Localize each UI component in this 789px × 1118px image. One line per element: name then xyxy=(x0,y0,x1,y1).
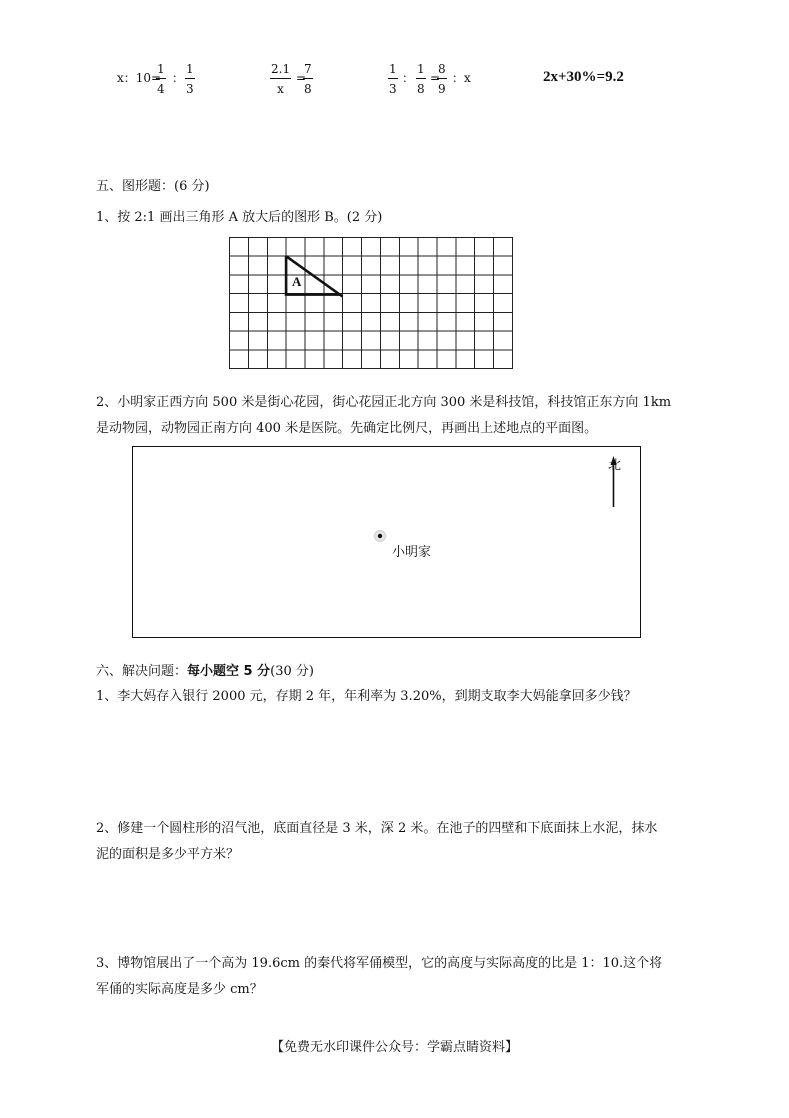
eq2-fraction-1: $\frac{2.1}{x}$ xyxy=(271,62,291,96)
eq3-suffix: ：x xyxy=(452,71,471,85)
q2-line-1: 2、修建一个圆柱形的沼气池，底面直径是 3 米，深 2 米。在池子的四壁和下底面抹上水泥，抹水 xyxy=(96,821,658,836)
eq1-ratio-sign: ： xyxy=(172,71,185,85)
map-drawing-area xyxy=(131,445,643,640)
section6-title-bold: 每小题空 5 分 xyxy=(187,664,271,679)
section5-question-2 xyxy=(96,390,716,442)
q3-line-1: 3、博物馆展出了一个高为 19.6cm 的秦代将军俑模型，它的高度与实际高度的比是 1：10.这个将 xyxy=(96,956,663,971)
home-point-icon xyxy=(375,531,386,542)
eq3-fraction-2: $\frac{1}{8}$ xyxy=(417,62,425,96)
section6-title xyxy=(96,665,314,678)
section5-question-1: 1、按 2:1 画出三角形 A 放大后的图形 B。(2 分) xyxy=(96,210,383,225)
north-label: 北 xyxy=(608,458,622,473)
section6-title-prefix: 六、解决问题： xyxy=(96,664,188,679)
section6-question-2 xyxy=(96,816,716,868)
eq1-prefix: x：10= xyxy=(117,71,162,85)
eq2-fraction-2: $\frac{7}{8}$ xyxy=(304,62,312,96)
eq1-fraction-2: $\frac{1}{3}$ xyxy=(186,62,194,96)
q2-line-2: 泥的面积是多少平方米？ xyxy=(96,847,240,862)
section6-title-suffix: (30 分) xyxy=(270,664,314,679)
equation-4: 2x+30%=9.2 xyxy=(543,69,624,85)
eq3-fraction-1: $\frac{1}{3}$ xyxy=(389,62,397,96)
square-grid xyxy=(226,234,516,370)
q2-line-1: 2、小明家正西方向 500 米是街心花园，街心花园正北方向 300 米是科技馆，科技馆正东方向 1km xyxy=(96,395,672,410)
eq2-equals: = xyxy=(296,71,307,85)
home-label: 小明家 xyxy=(392,545,432,560)
eq1-fraction-1: $\frac{1}{4}$ xyxy=(157,62,165,96)
eq3-fraction-3: $\frac{8}{9}$ xyxy=(438,62,446,96)
section5-title: 五、图形题：(6 分) xyxy=(96,179,210,194)
footer-note: 【免费无水印课件公众号：学霸点睛资料】 xyxy=(270,1040,518,1055)
q2-line-2: 是动物园，动物园正南方向 400 米是医院。先确定比例尺，再画出上述地点的平面图。 xyxy=(96,421,598,436)
eq3-ratio-sign: ： xyxy=(402,71,415,85)
q3-line-2: 军俑的实际高度是多少 cm？ xyxy=(96,982,263,997)
section6-question-1: 1、李大妈存入银行 2000 元，存期 2 年，年利率为 3.20%，到期支取李大妈能拿回多少钱？ xyxy=(96,689,637,704)
eq3-equals: = xyxy=(430,71,441,85)
section6-question-3 xyxy=(96,951,716,1003)
triangle-a-label: A xyxy=(292,274,302,289)
